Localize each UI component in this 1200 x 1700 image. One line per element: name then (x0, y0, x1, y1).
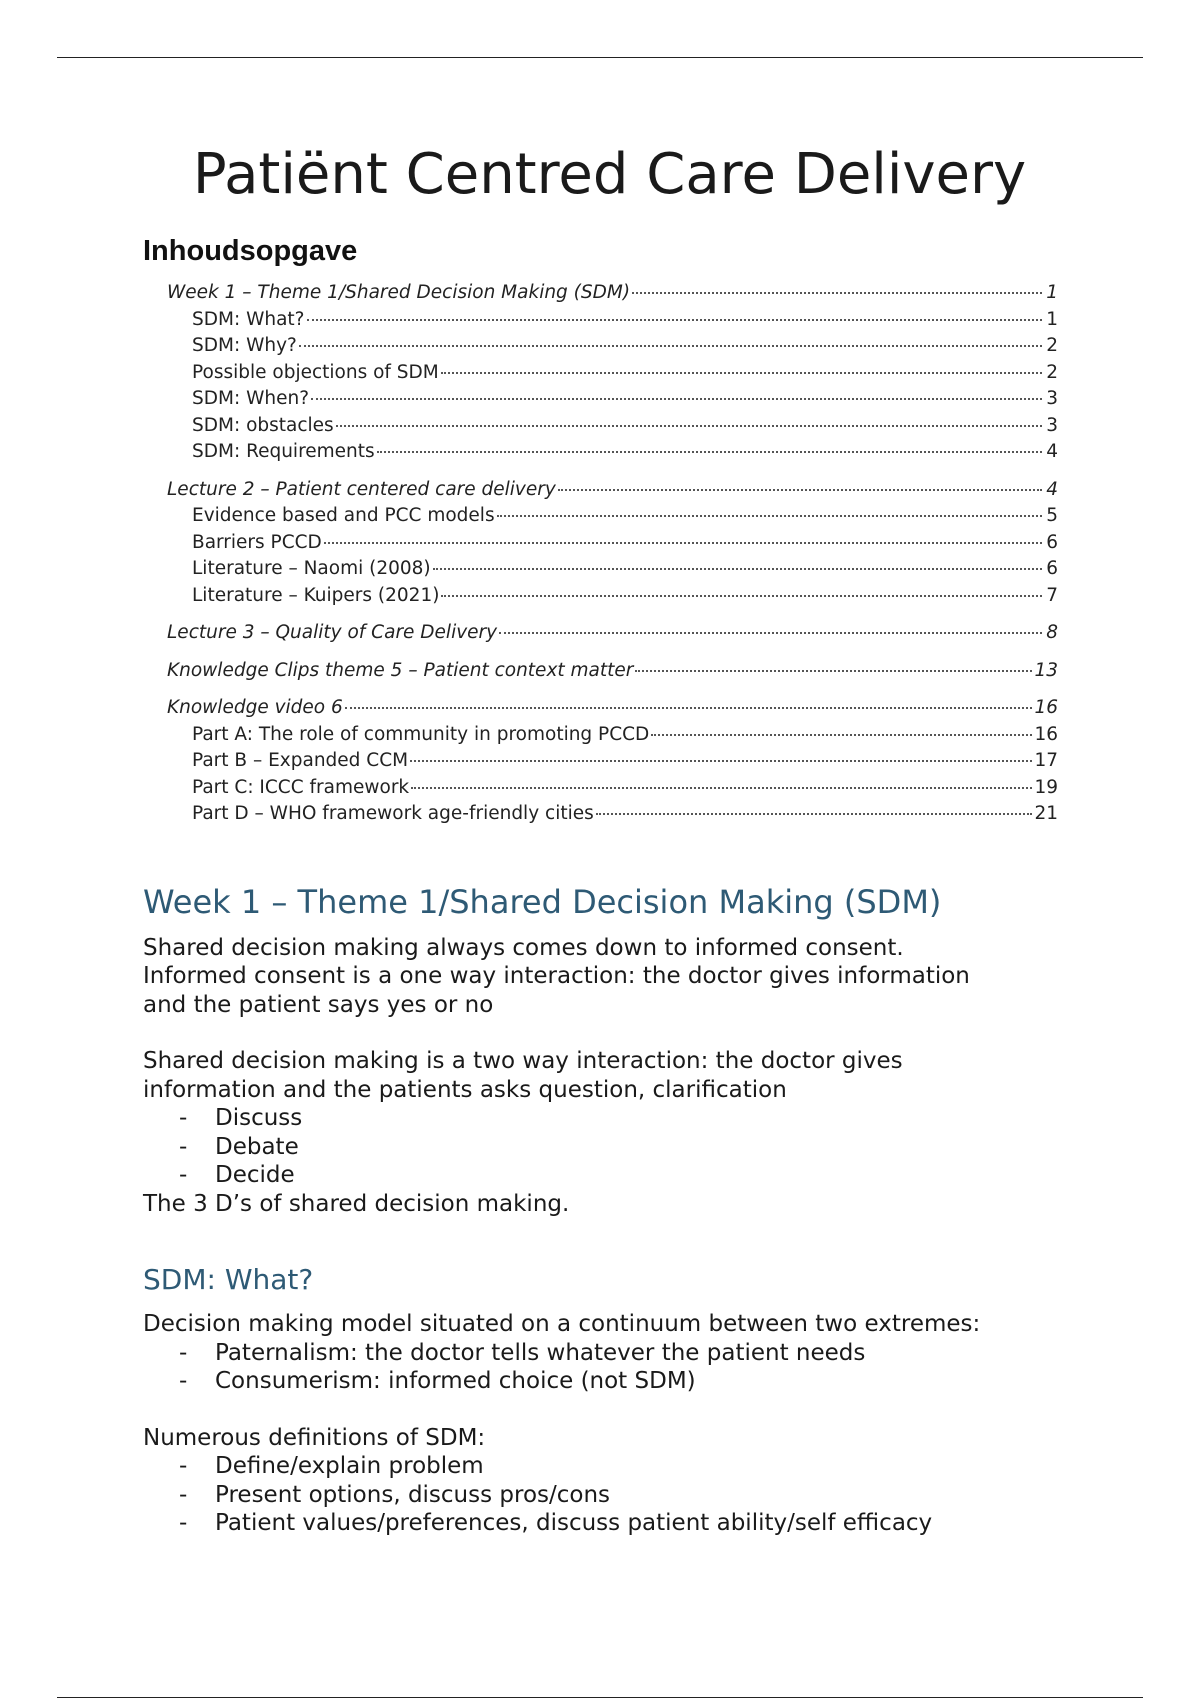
table-of-contents (143, 280, 1058, 828)
toc-leader (433, 568, 1042, 570)
toc-entry[interactable] (143, 658, 1058, 685)
toc-entry-label: Evidence based and PCC models (192, 505, 495, 526)
document-page (143, 140, 1058, 1538)
toc-entry-page: 19 (1034, 776, 1058, 798)
toc-entry-page: 5 (1046, 505, 1058, 526)
toc-entry-label: Part C: ICCC framework (192, 776, 410, 798)
toc-entry-page: 3 (1046, 388, 1058, 409)
list-item: - Define/explain problem (179, 1452, 1058, 1481)
paragraph-line: information and the patients asks question, clarification (143, 1076, 787, 1103)
toc-entry-label: Week 1 – Theme 1/Shared Decision Making (SDM) (167, 282, 631, 303)
toc-leader (299, 345, 1042, 347)
toc-entry-page: 3 (1046, 414, 1058, 436)
toc-entry[interactable] (143, 333, 1058, 360)
toc-leader (497, 515, 1042, 517)
toc-entry-label: Part B – Expanded CCM (192, 750, 409, 771)
document-title: Patiënt Centred Care Delivery (192, 142, 1027, 207)
toc-entry-label: Lecture 2 – Patient centered care delivery (167, 478, 556, 500)
page-bottom-rule (57, 1697, 1143, 1698)
toc-leader (410, 760, 1032, 762)
toc-entry[interactable] (143, 477, 1058, 504)
toc-entry[interactable] (143, 503, 1058, 530)
toc-leader (336, 425, 1042, 427)
toc-entry-page: 17 (1034, 750, 1058, 771)
toc-entry-label: Literature – Naomi (2008) (192, 558, 431, 579)
toc-entry-page: 1 (1046, 282, 1058, 303)
toc-entry-label: Literature – Kuipers (2021) (192, 584, 440, 606)
toc-entry-label: Lecture 3 – Quality of Care Delivery (167, 622, 498, 643)
toc-leader (635, 670, 1032, 672)
toc-entry-page: 13 (1034, 659, 1058, 681)
toc-entry[interactable] (143, 801, 1058, 828)
list-item: - Patient values/preferences, discuss patient ability/self efficacy (179, 1509, 1058, 1538)
toc-entry-page: 4 (1046, 478, 1058, 500)
toc-entry[interactable] (143, 695, 1058, 722)
toc-entry[interactable] (143, 280, 1058, 307)
toc-entry-page: 7 (1046, 584, 1058, 606)
spacer (143, 1396, 1058, 1424)
paragraph-line: Shared decision making always comes down to informed consent. (143, 934, 904, 961)
list-item: - Discuss (179, 1104, 1058, 1133)
toc-leader (651, 734, 1032, 736)
toc-entry[interactable] (143, 722, 1058, 749)
toc-leader (411, 787, 1032, 789)
toc-entry-page: 6 (1046, 531, 1058, 553)
toc-entry-label: Barriers PCCD (192, 531, 322, 553)
toc-entry-page: 2 (1046, 335, 1058, 356)
toc-entry-label: SDM: obstacles (192, 414, 334, 436)
toc-leader (377, 451, 1042, 453)
toc-leader (499, 632, 1042, 634)
paragraph-line: and the patient says yes or no (143, 991, 494, 1018)
definitions-list (143, 1452, 1058, 1538)
page-top-rule (57, 57, 1143, 58)
section-heading-week1: Week 1 – Theme 1/Shared Decision Making (SDM) (143, 882, 942, 921)
toc-entry-label: SDM: What? (192, 308, 305, 330)
paragraph-line: Shared decision making is a two way interaction: the doctor gives (143, 1048, 903, 1074)
toc-entry[interactable] (143, 775, 1058, 802)
toc-entry-page: 8 (1046, 622, 1058, 643)
list-item: - Present options, discuss pros/cons (179, 1481, 1058, 1510)
toc-entry-label: SDM: Requirements (192, 441, 375, 462)
toc-entry[interactable] (143, 439, 1058, 466)
toc-entry[interactable] (143, 360, 1058, 387)
toc-entry-label: Possible objections of SDM (192, 361, 439, 383)
list-item: - Consumerism: informed choice (not SDM) (179, 1367, 1058, 1396)
toc-leader (311, 398, 1042, 400)
list-item: - Paternalism: the doctor tells whatever the patient needs (179, 1339, 1058, 1368)
list-item: - Decide (179, 1161, 1058, 1190)
toc-leader (596, 813, 1033, 815)
toc-heading: Inhoudsopgave (143, 235, 358, 267)
spacer (143, 1019, 1058, 1047)
toc-entry[interactable] (143, 583, 1058, 610)
toc-entry-page: 1 (1046, 308, 1058, 330)
toc-entry[interactable] (143, 530, 1058, 557)
paragraph-line: Numerous definitions of SDM: (143, 1424, 486, 1451)
toc-entry-label: Knowledge video 6 (167, 697, 343, 718)
toc-entry-label: SDM: When? (192, 388, 310, 409)
toc-entry-page: 4 (1046, 441, 1058, 462)
toc-entry-label: Part D – WHO framework age-friendly cities (192, 803, 594, 824)
three-d-list (143, 1104, 1058, 1190)
section-heading-sdm-what: SDM: What? (143, 1263, 314, 1296)
paragraph-line: Informed consent is a one way interaction: the doctor gives information (143, 963, 970, 989)
toc-entry-page: 16 (1034, 723, 1058, 745)
toc-entry[interactable] (143, 413, 1058, 440)
toc-entry-label: Knowledge Clips theme 5 – Patient context matter (167, 659, 634, 681)
toc-entry[interactable] (143, 307, 1058, 334)
list-item: - Debate (179, 1133, 1058, 1162)
toc-entry-page: 21 (1034, 803, 1058, 824)
toc-entry[interactable] (143, 386, 1058, 413)
toc-leader (441, 372, 1042, 374)
toc-entry-page: 6 (1046, 558, 1058, 579)
toc-entry-page: 16 (1034, 697, 1058, 718)
paragraph-line: The 3 D’s of shared decision making. (143, 1190, 570, 1217)
toc-leader (558, 489, 1042, 491)
toc-leader (324, 542, 1042, 544)
toc-entry-label: SDM: Why? (192, 335, 297, 356)
toc-entry[interactable] (143, 556, 1058, 583)
paragraph-line: Decision making model situated on a continuum between two extremes: (143, 1311, 981, 1337)
toc-entry[interactable] (143, 748, 1058, 775)
toc-leader (441, 595, 1042, 597)
toc-entry-page: 2 (1046, 361, 1058, 383)
toc-leader (632, 292, 1042, 294)
toc-leader (345, 707, 1033, 709)
extremes-list (143, 1339, 1058, 1396)
toc-entry-label: Part A: The role of community in promoting PCCD (192, 723, 650, 745)
toc-entry[interactable] (143, 620, 1058, 647)
toc-leader (307, 319, 1043, 321)
